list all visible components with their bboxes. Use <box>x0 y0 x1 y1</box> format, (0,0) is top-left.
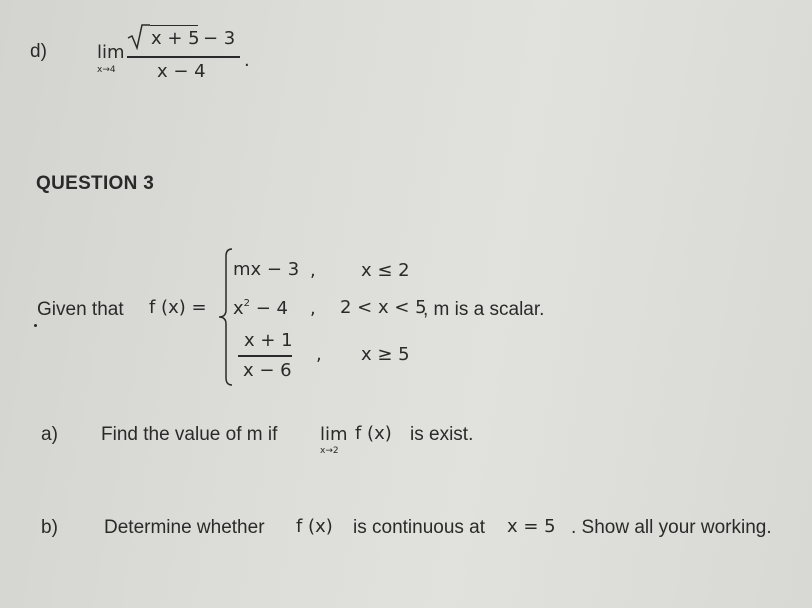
curly-brace <box>216 248 234 386</box>
part-b-middle: is continuous at <box>353 517 486 538</box>
case1-comma: , <box>310 260 316 281</box>
stray-dot <box>34 324 37 327</box>
part-a-tail: is exist. <box>410 424 474 445</box>
part-a-label: a) <box>41 424 58 445</box>
case3-numerator: x + 1 <box>244 330 293 351</box>
limit-operator: lim <box>97 42 125 63</box>
given-that-text: Given that <box>37 299 124 320</box>
case3-fraction-bar <box>238 355 292 357</box>
sqrt-vinculum <box>150 25 198 26</box>
part-b-function: f (x) <box>296 516 333 537</box>
case2-condition: 2 < x < 5 <box>340 297 427 318</box>
part-a-text: Find the value of m if <box>101 424 278 445</box>
numerator-minus-three: − 3 <box>203 28 236 49</box>
case3-comma: , <box>316 344 322 365</box>
case1-expression: mx − 3 <box>233 259 300 280</box>
part-b-label: b) <box>41 517 58 538</box>
case2-expression: $x^2 - 4$ <box>233 298 289 319</box>
part-a-function: f (x) <box>355 423 392 444</box>
case2-comma: , <box>310 298 316 319</box>
limit-approach: x→4 <box>97 65 116 75</box>
scalar-note: , m is a scalar. <box>423 299 545 320</box>
part-b-text: Determine whether <box>104 517 265 538</box>
sqrt-content: x + 5 <box>151 28 200 49</box>
part-a-limit-operator: lim <box>320 424 348 445</box>
case3-denominator: x − 6 <box>243 360 292 381</box>
denominator: x − 4 <box>157 61 206 82</box>
period: . <box>244 50 250 71</box>
part-d-label: d) <box>30 41 47 62</box>
part-b-tail: . Show all your working. <box>571 517 772 538</box>
case3-condition: x ≥ 5 <box>361 344 410 365</box>
part-a-limit-approach: x→2 <box>320 446 339 456</box>
f-of-x-label: f (x) = <box>149 297 207 318</box>
case1-condition: x ≤ 2 <box>361 260 410 281</box>
fraction-bar <box>127 56 240 58</box>
question-heading: QUESTION 3 <box>36 173 155 194</box>
sqrt-symbol <box>126 22 150 50</box>
part-b-equation: x = 5 <box>507 516 556 537</box>
